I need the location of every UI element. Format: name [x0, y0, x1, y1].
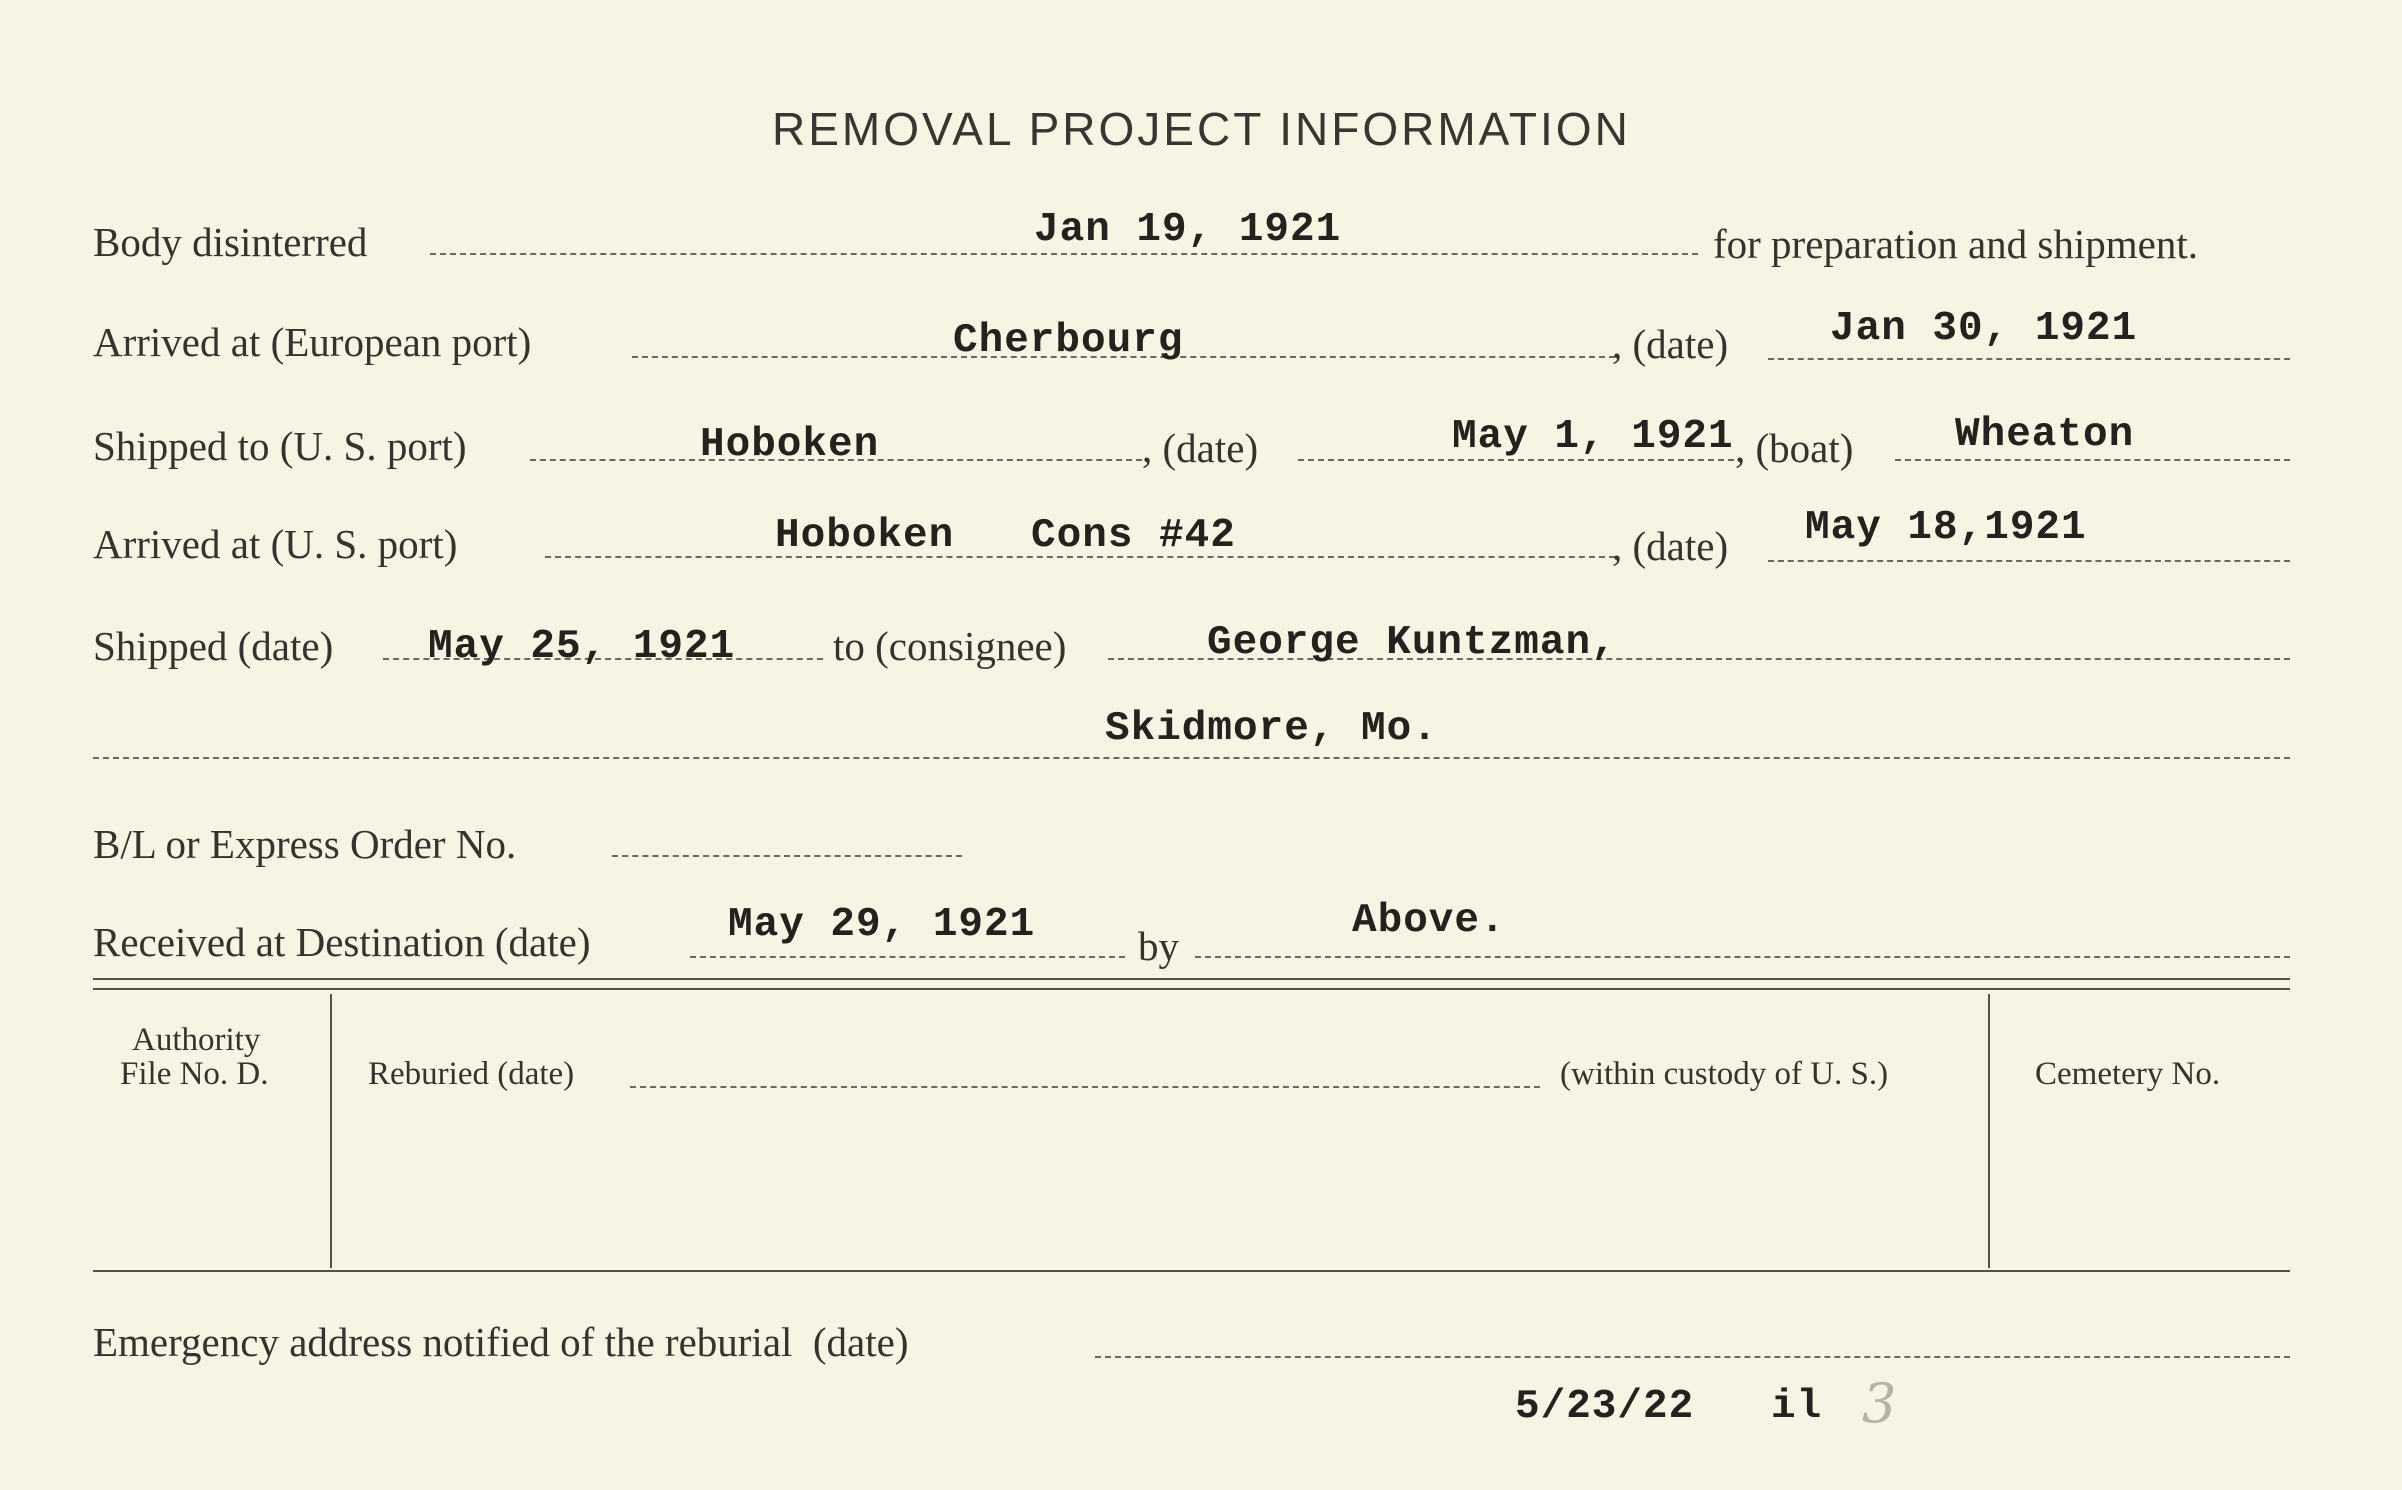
- bl-label: B/L or Express Order No.: [93, 821, 517, 867]
- arrived-us-date: May 18,1921: [1805, 505, 2087, 551]
- shipped-us-date: May 1, 1921: [1452, 414, 1734, 460]
- received-date-line: [690, 956, 1125, 958]
- table-top-rule-1: [93, 978, 2290, 980]
- arrived-us-date-line: [1768, 560, 2290, 562]
- arrived-us-date-label: , (date): [1612, 523, 1729, 569]
- received-by-label: by: [1138, 923, 1179, 969]
- consignee-address-line: [93, 757, 2290, 759]
- custody-label: (within custody of U. S.): [1560, 1056, 1889, 1092]
- arrived-us-label: Arrived at (U. S. port): [93, 521, 458, 567]
- consignee-address: Skidmore, Mo.: [1105, 706, 1438, 752]
- arrived-european-date: Jan 30, 1921: [1830, 306, 2138, 352]
- footer-code: 5/23/22 il: [1515, 1384, 1823, 1430]
- arrived-european-port: Cherbourg: [953, 318, 1184, 364]
- card-title: REMOVAL PROJECT INFORMATION: [772, 103, 1631, 155]
- consignee-name: George Kuntzman,: [1207, 620, 1617, 666]
- shipped-us-boat-label: , (boat): [1735, 425, 1854, 471]
- table-top-rule-2: [93, 988, 2290, 990]
- shipped-us-boat-line: [1895, 459, 2290, 461]
- reburied-line: [630, 1086, 1540, 1088]
- arrived-us-port: Hoboken Cons #42: [775, 513, 1236, 559]
- received-by-value: Above.: [1352, 898, 1506, 944]
- shipped-us-boat: Wheaton: [1955, 412, 2135, 458]
- body-disinterred-label: Body disinterred: [93, 219, 368, 265]
- authority-label-line1: Authority: [132, 1022, 261, 1058]
- authority-label-line2: File No. D.: [120, 1056, 269, 1092]
- received-by-line: [1195, 956, 2290, 958]
- cemetery-label: Cemetery No.: [2035, 1056, 2221, 1092]
- reburied-label: Reburied (date): [368, 1056, 575, 1092]
- consignee-label: to (consignee): [833, 623, 1067, 669]
- emergency-label: Emergency address notified of the reburial (date): [93, 1319, 909, 1365]
- arrived-european-date-line: [1768, 358, 2290, 360]
- emergency-line: [1095, 1356, 2290, 1358]
- table-divider-right: [1988, 994, 1990, 1268]
- shipped-date-label: Shipped (date): [93, 623, 334, 669]
- body-disinterred-suffix: for preparation and shipment.: [1713, 221, 2199, 267]
- shipped-us-port: Hoboken: [700, 422, 880, 468]
- received-date-value: May 29, 1921: [728, 902, 1036, 948]
- shipped-us-label: Shipped to (U. S. port): [93, 423, 467, 469]
- bl-line: [612, 855, 962, 857]
- received-label: Received at Destination (date): [93, 919, 591, 965]
- handwritten-mark: 3: [1862, 1372, 1897, 1435]
- table-bottom-rule: [93, 1270, 2290, 1272]
- arrived-european-date-label: , (date): [1612, 321, 1729, 367]
- shipped-date-value: May 25, 1921: [428, 624, 736, 670]
- shipped-us-date-label: , (date): [1142, 425, 1259, 471]
- arrived-european-label: Arrived at (European port): [93, 319, 532, 365]
- body-disinterred-value: Jan 19, 1921: [1034, 207, 1342, 253]
- table-divider-left: [330, 994, 332, 1268]
- body-disinterred-line: [430, 253, 1698, 255]
